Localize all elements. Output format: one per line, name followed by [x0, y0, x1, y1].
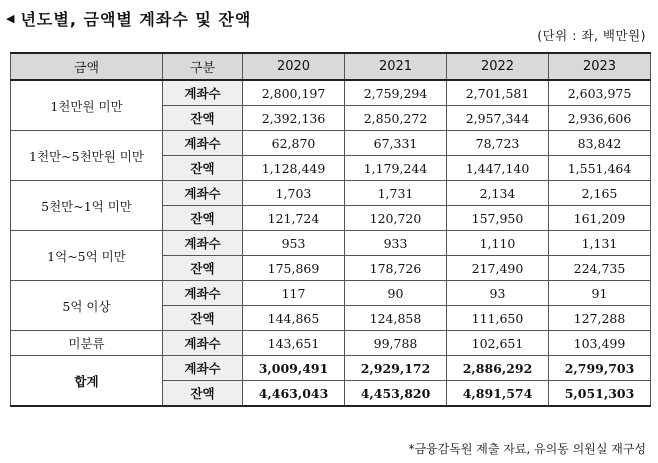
value-cell: 117 — [243, 281, 345, 306]
value-cell: 2,134 — [447, 181, 549, 206]
kind-cell: 계좌수 — [163, 331, 243, 356]
value-cell: 1,731 — [345, 181, 447, 206]
value-cell: 2,759,294 — [345, 80, 447, 106]
value-cell: 1,131 — [549, 231, 651, 256]
value-cell: 90 — [345, 281, 447, 306]
value-cell: 103,499 — [549, 331, 651, 356]
value-cell: 93 — [447, 281, 549, 306]
value-cell: 178,726 — [345, 256, 447, 281]
value-cell: 144,865 — [243, 306, 345, 331]
value-cell: 2,800,197 — [243, 80, 345, 106]
value-cell: 127,288 — [549, 306, 651, 331]
table-row — [11, 331, 651, 356]
kind-cell: 잔액 — [163, 256, 243, 281]
value-cell: 1,179,244 — [345, 156, 447, 181]
value-cell: 5,051,303 — [549, 381, 651, 407]
kind-cell: 계좌수 — [163, 80, 243, 106]
kind-cell: 잔액 — [163, 381, 243, 407]
value-cell: 91 — [549, 281, 651, 306]
triangle-left-icon: ◀ — [6, 11, 16, 25]
table-row — [11, 181, 651, 206]
value-cell: 78,723 — [447, 131, 549, 156]
value-cell: 67,331 — [345, 131, 447, 156]
table-row — [11, 231, 651, 256]
value-cell: 2,392,136 — [243, 106, 345, 131]
header-year: 2022 — [447, 53, 549, 80]
value-cell: 1,551,464 — [549, 156, 651, 181]
value-cell: 83,842 — [549, 131, 651, 156]
value-cell: 2,929,172 — [345, 356, 447, 381]
header-year: 2023 — [549, 53, 651, 80]
value-cell: 224,735 — [549, 256, 651, 281]
amount-range-cell: 5천만~1억 미만 — [11, 181, 163, 231]
amount-range-cell: 5억 이상 — [11, 281, 163, 331]
value-cell: 120,720 — [345, 206, 447, 231]
table-row — [11, 281, 651, 306]
kind-cell: 잔액 — [163, 156, 243, 181]
kind-cell: 계좌수 — [163, 181, 243, 206]
total-row — [11, 356, 651, 381]
value-cell: 161,209 — [549, 206, 651, 231]
value-cell: 2,603,975 — [549, 80, 651, 106]
header-kind: 구분 — [163, 53, 243, 80]
value-cell: 4,463,043 — [243, 381, 345, 407]
value-cell: 1,447,140 — [447, 156, 549, 181]
value-cell: 62,870 — [243, 131, 345, 156]
value-cell: 217,490 — [447, 256, 549, 281]
amount-range-cell: 1억~5억 미만 — [11, 231, 163, 281]
kind-cell: 계좌수 — [163, 356, 243, 381]
kind-cell: 계좌수 — [163, 231, 243, 256]
value-cell: 175,869 — [243, 256, 345, 281]
value-cell: 2,936,606 — [549, 106, 651, 131]
kind-cell: 잔액 — [163, 306, 243, 331]
value-cell: 121,724 — [243, 206, 345, 231]
header-year: 2020 — [243, 53, 345, 80]
value-cell: 2,886,292 — [447, 356, 549, 381]
value-cell: 953 — [243, 231, 345, 256]
value-cell: 4,453,820 — [345, 381, 447, 407]
value-cell: 111,650 — [447, 306, 549, 331]
amount-range-cell: 미분류 — [11, 331, 163, 356]
data-table — [10, 52, 651, 407]
header-amount: 금액 — [11, 53, 163, 80]
value-cell: 2,850,272 — [345, 106, 447, 131]
total-label-cell: 합계 — [11, 356, 163, 407]
kind-cell: 계좌수 — [163, 281, 243, 306]
table-row — [11, 131, 651, 156]
value-cell: 157,950 — [447, 206, 549, 231]
kind-cell: 잔액 — [163, 106, 243, 131]
header-year: 2021 — [345, 53, 447, 80]
value-cell: 124,858 — [345, 306, 447, 331]
amount-range-cell: 1천만원 미만 — [11, 80, 163, 131]
value-cell: 99,788 — [345, 331, 447, 356]
value-cell: 1,703 — [243, 181, 345, 206]
value-cell: 933 — [345, 231, 447, 256]
value-cell: 1,128,449 — [243, 156, 345, 181]
kind-cell: 잔액 — [163, 206, 243, 231]
header-row — [11, 53, 651, 80]
unit-note: (단위 : 좌, 백만원) — [537, 28, 646, 43]
amount-range-cell: 1천만~5천만원 미만 — [11, 131, 163, 181]
value-cell: 2,701,581 — [447, 80, 549, 106]
value-cell: 2,957,344 — [447, 106, 549, 131]
kind-cell: 계좌수 — [163, 131, 243, 156]
value-cell: 4,891,574 — [447, 381, 549, 407]
value-cell: 3,009,491 — [243, 356, 345, 381]
value-cell: 1,110 — [447, 231, 549, 256]
value-cell: 2,165 — [549, 181, 651, 206]
value-cell: 143,651 — [243, 331, 345, 356]
value-cell: 102,651 — [447, 331, 549, 356]
title-text: 년도별, 금액별 계좌수 및 잔액 — [20, 9, 252, 29]
value-cell: 2,799,703 — [549, 356, 651, 381]
page-title — [6, 6, 251, 30]
table-row — [11, 80, 651, 106]
source-footnote: *금융감독원 제출 자료, 유의동 의원실 재구성 — [408, 442, 646, 456]
